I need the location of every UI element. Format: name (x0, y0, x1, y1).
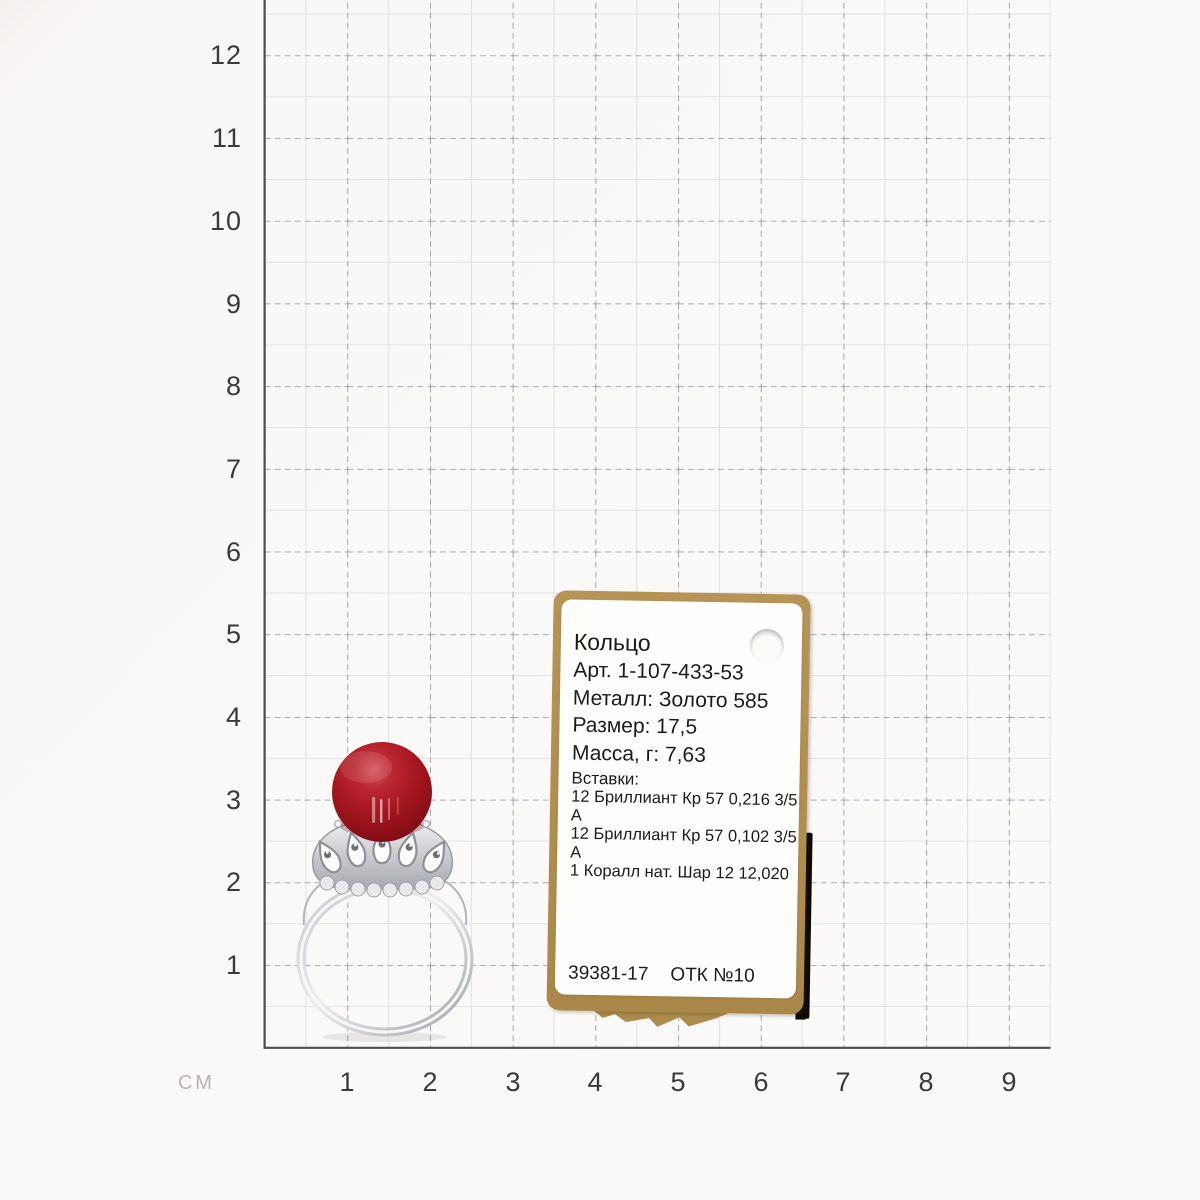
tag-weight: Масса, г: 7,63 (571, 741, 707, 767)
y-ruler-label-8: 8 (225, 371, 242, 401)
y-ruler-label-12: 12 (209, 40, 242, 70)
coral-ring-photo (280, 725, 500, 1055)
y-ruler-label-1: 1 (225, 950, 242, 980)
y-ruler-label-10: 10 (209, 206, 242, 236)
product-tag (546, 590, 811, 1042)
tag-inserts-label: Вставки: (571, 768, 640, 789)
y-ruler-label-5: 5 (225, 619, 242, 649)
x-ruler-label-4: 4 (587, 1067, 603, 1097)
tag-insert-line: 1 Коралл нат. Шар 12 12,020 (569, 861, 790, 884)
tag-otk-mark: ОТК №10 (670, 964, 755, 987)
x-ruler-label-2: 2 (422, 1067, 438, 1097)
ruler-unit-label: СМ (178, 1072, 215, 1094)
x-ruler-label-3: 3 (505, 1067, 521, 1097)
tag-metal: Металл: Золото 585 (572, 686, 769, 713)
y-ruler-label-6: 6 (225, 537, 242, 567)
tag-article: Арт. 1-107-433-53 (573, 658, 744, 685)
y-ruler-label-4: 4 (225, 702, 242, 732)
tag-insert-line: А (570, 806, 583, 825)
y-ruler-label-3: 3 (225, 785, 242, 815)
ring-band (301, 877, 469, 1032)
tag-product-name: Кольцо (573, 628, 651, 656)
x-ruler-label-7: 7 (835, 1067, 851, 1097)
x-ruler-label-5: 5 (670, 1067, 686, 1097)
y-ruler-label-11: 11 (211, 123, 242, 153)
tag-insert-line: 12 Бриллиант Кр 57 0,102 3/5 (570, 824, 797, 847)
x-ruler-label-6: 6 (753, 1067, 769, 1097)
tag-insert-line: А (570, 843, 582, 862)
tag-size: Размер: 17,5 (572, 713, 698, 739)
y-ruler-label-9: 9 (225, 289, 242, 319)
y-ruler-label-7: 7 (225, 454, 242, 484)
tag-insert-line: 12 Бриллиант Кр 57 0,216 3/5 (571, 787, 798, 810)
coral-ball (332, 742, 432, 842)
x-ruler-label-9: 9 (1001, 1067, 1017, 1097)
tag-white-label (555, 599, 803, 998)
x-ruler-label-8: 8 (918, 1067, 934, 1097)
x-ruler-label-1: 1 (339, 1067, 355, 1097)
tag-batch-number: 39381-17 (567, 962, 649, 985)
y-ruler-label-2: 2 (225, 867, 242, 897)
